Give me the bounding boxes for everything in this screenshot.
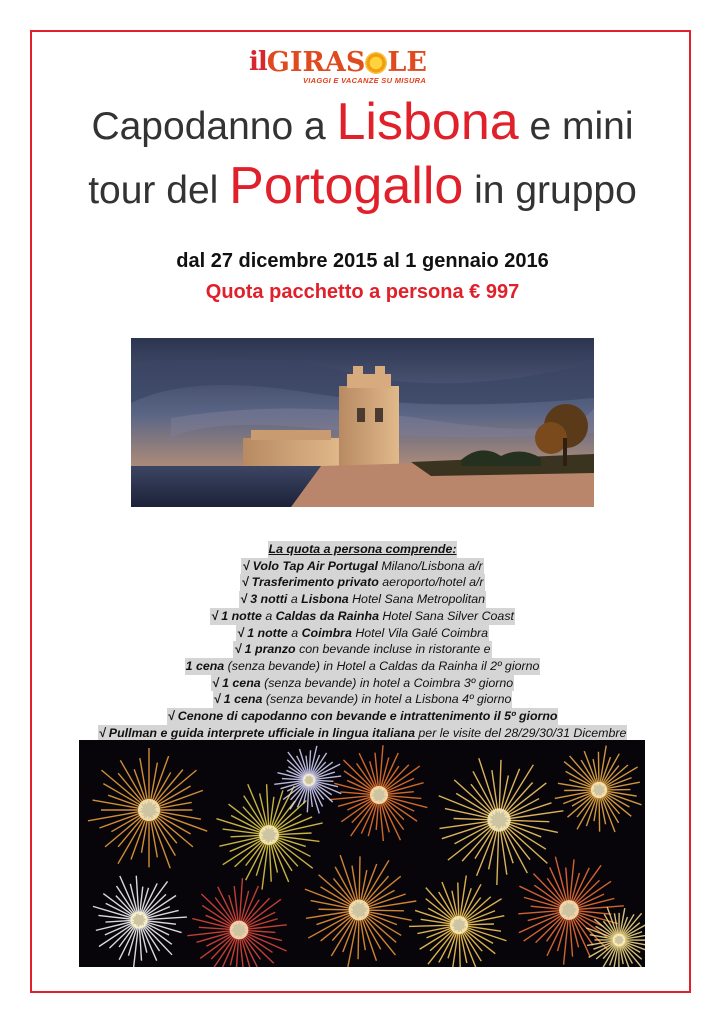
item-text: per le visite del 28/29/30/31 Dicembre [414,725,627,740]
item-text: Hotel Vila Galé Coimbra [351,625,489,640]
item-bold: √ 1 notte [236,625,288,640]
item-bold: √ 1 cena [213,692,263,707]
list-item [211,675,514,692]
page-title-line-1 [0,93,725,151]
list-item [185,658,541,675]
item-text: a [261,608,276,623]
includes-header: La quota a persona comprende: [268,542,457,556]
list-item [233,641,491,658]
item-text: Hotel Sana Metropolitan [348,592,486,607]
item-text: a [287,592,302,607]
list-item [236,625,489,642]
list-item [240,574,484,591]
logo-wordmark [267,49,427,76]
item-text: con bevande incluse in ristorante e [295,642,491,657]
brand-logo [249,47,474,85]
package-price: Quota pacchetto a persona € 997 [205,281,520,303]
list-item [213,691,513,708]
list-item [167,708,559,725]
item-text: (senza bevande) in hotel a Lisbona 4º giorno [262,692,512,707]
item-bold: Lisbona [301,592,349,607]
logo-name-part2: LE [387,47,427,78]
item-bold: 1 cena [185,658,225,673]
logo-tagline: VIAGGI E VACANZE SU MISURA [303,76,427,85]
item-text: a [287,625,302,640]
item-bold: Caldas da Rainha [275,608,379,623]
item-bold: √ Trasferimento privato [241,575,379,590]
item-text: Hotel Sana Silver Coast [378,608,514,623]
item-text: (senza bevande) in Hotel a Caldas da Rainha il 2º giorno [224,658,540,673]
title-text: in gruppo [463,169,637,212]
item-bold: √ 1 pranzo [234,642,296,657]
belem-tower-photo [131,338,594,507]
item-bold: √ Cenone di capodanno con bevande e intrattenimento il 5º giorno [167,709,558,724]
list-item [210,608,515,625]
logo-prefix: il [249,47,267,77]
item-text: aeroporto/hotel a/r [378,575,484,590]
item-bold: √ 1 notte [211,608,262,623]
title-highlight-lisbona: Lisbona [336,93,519,151]
item-bold: √ Pullman e guida interprete ufficiale in lingua italiana [98,725,415,740]
item-text: (senza bevande) in hotel a Coimbra 3º giorno [260,675,514,690]
item-bold: Coimbra [301,625,352,640]
item-text: Milano/Lisbona a/r [377,558,483,573]
item-bold: √ 1 cena [211,675,261,690]
list-item [98,725,628,742]
item-bold: √ 3 notti [239,592,288,607]
logo-name-part1: GIRAS [266,47,366,78]
fireworks-photo [79,740,645,967]
sun-icon [365,52,387,74]
package-includes [0,541,725,741]
title-highlight-portogallo: Portogallo [229,157,464,215]
item-bold: √ Volo Tap Air Portugal [242,558,378,573]
page-title-line-2 [0,157,725,215]
title-text: tour del [88,169,230,212]
list-item [241,558,483,575]
title-text: Capodanno a [91,105,337,148]
list-item [239,591,486,608]
trip-dates: dal 27 dicembre 2015 al 1 gennaio 2016 [176,250,549,272]
title-text: e mini [518,105,634,148]
